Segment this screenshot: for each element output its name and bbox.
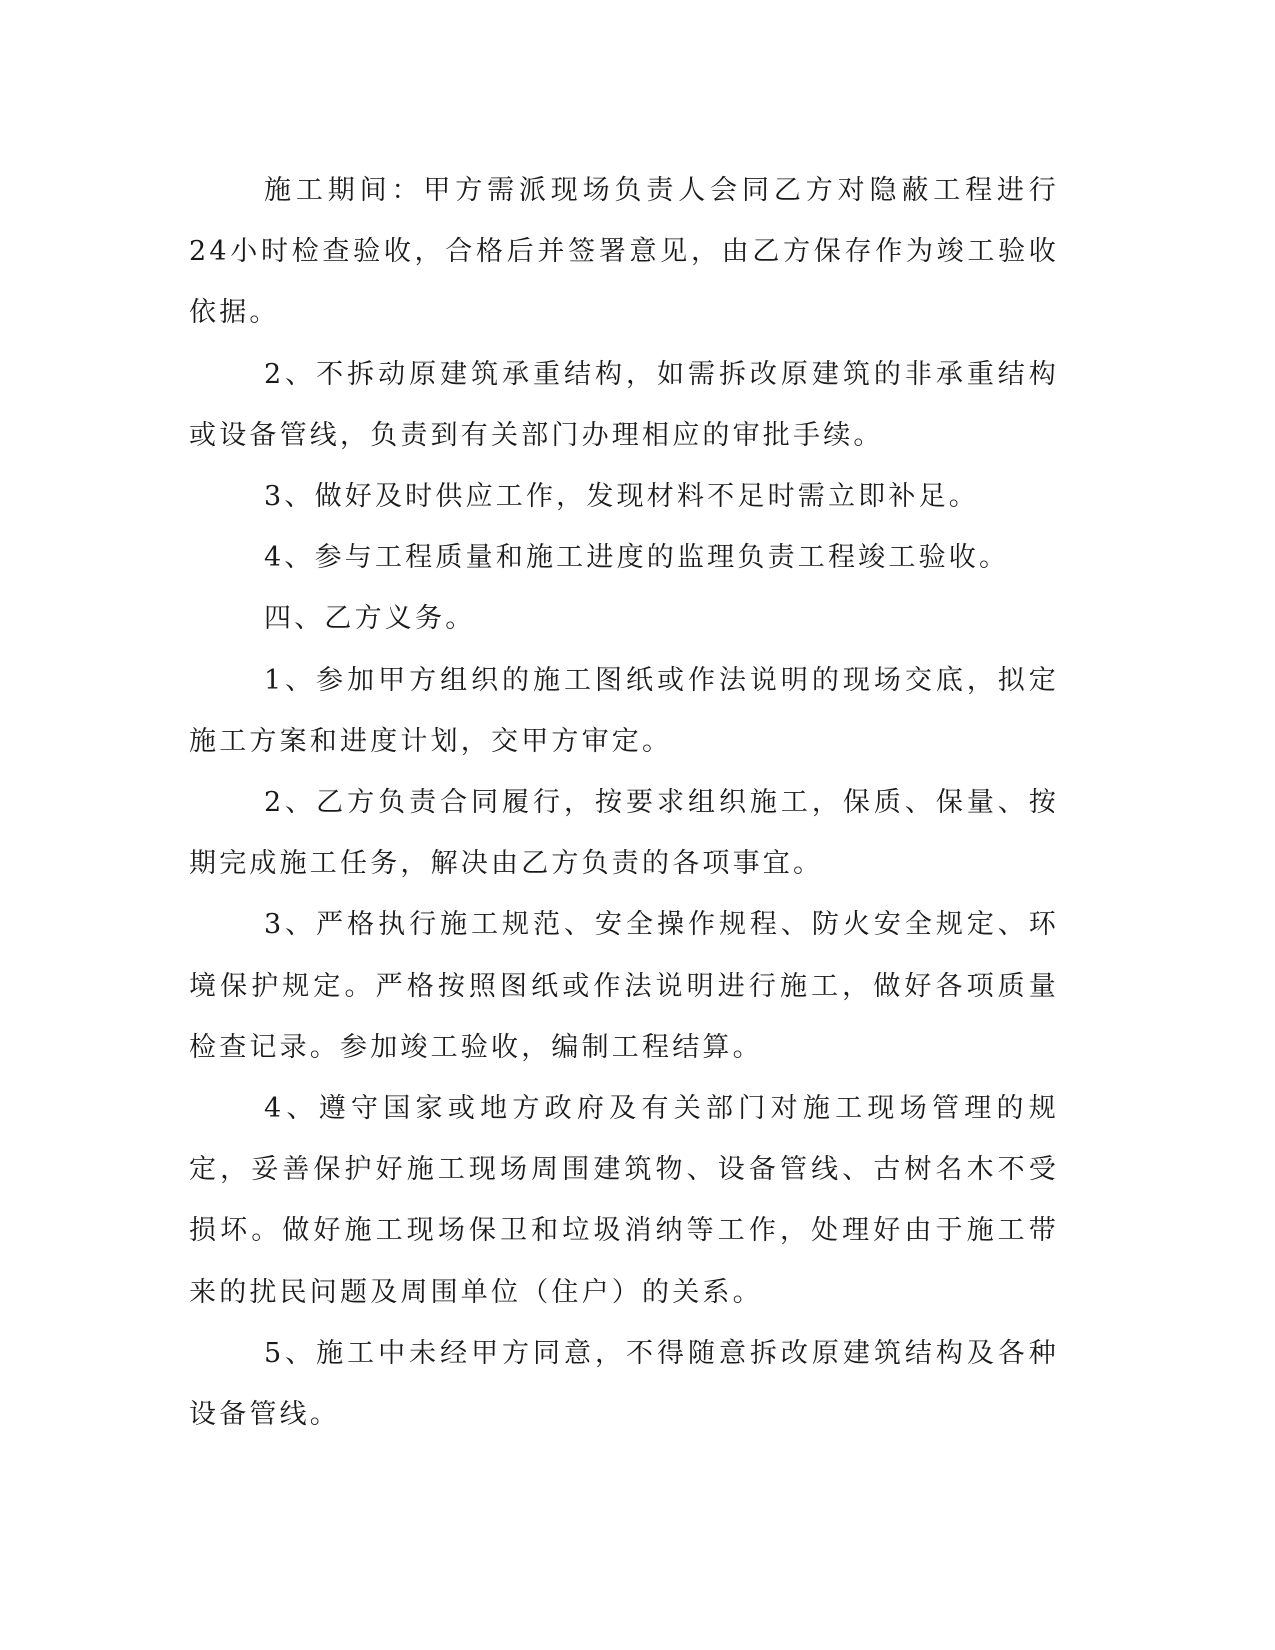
paragraph-party-a-item-3: 3、做好及时供应工作，发现材料不足时需立即补足。 <box>264 481 979 513</box>
paragraph-party-b-item-5: 5、施工中未经甲方同意，不得随意拆改原建筑结构及各种设备管线。 <box>189 1337 1059 1431</box>
paragraph-inspection-period: 施工期间：甲方需派现场负责人会同乙方对隐蔽工程进行24小时检查验收，合格后并签署意见，由乙方保存作为竣工验收依据。 <box>189 175 1059 329</box>
paragraph-party-b-item-4: 4、遵守国家或地方政府及有关部门对施工现场管理的规定，妥善保护好施工现场周围建筑物、设备管线、古树名木不受损坏。做好施工现场保卫和垃圾消纳等工作，处理好由于施工带来的扰民问题及周围单位（住户）的关系。 <box>189 1093 1059 1308</box>
document-body <box>189 160 1059 1445</box>
section-heading-party-b-obligations: 四、乙方义务。 <box>264 603 476 635</box>
paragraph-party-a-item-4: 4、参与工程质量和施工进度的监理负责工程竣工验收。 <box>264 542 1010 574</box>
paragraph-party-b-item-1: 1、参加甲方组织的施工图纸或作法说明的现场交底，拟定施工方案和进度计划，交甲方审定。 <box>189 664 1059 757</box>
paragraph-party-b-item-2: 2、乙方负责合同履行，按要求组织施工，保质、保量、按期完成施工任务，解决由乙方负责的各项事宜。 <box>189 787 1059 880</box>
paragraph-party-a-item-2: 2、不拆动原建筑承重结构，如需拆改原建筑的非承重结构或设备管线，负责到有关部门办理相应的审批手续。 <box>189 358 1059 451</box>
paragraph-party-b-item-3: 3、严格执行施工规范、安全操作规程、防火安全规定、环境保护规定。严格按照图纸或作法说明进行施工，做好各项质量检查记录。参加竣工验收，编制工程结算。 <box>189 909 1059 1063</box>
